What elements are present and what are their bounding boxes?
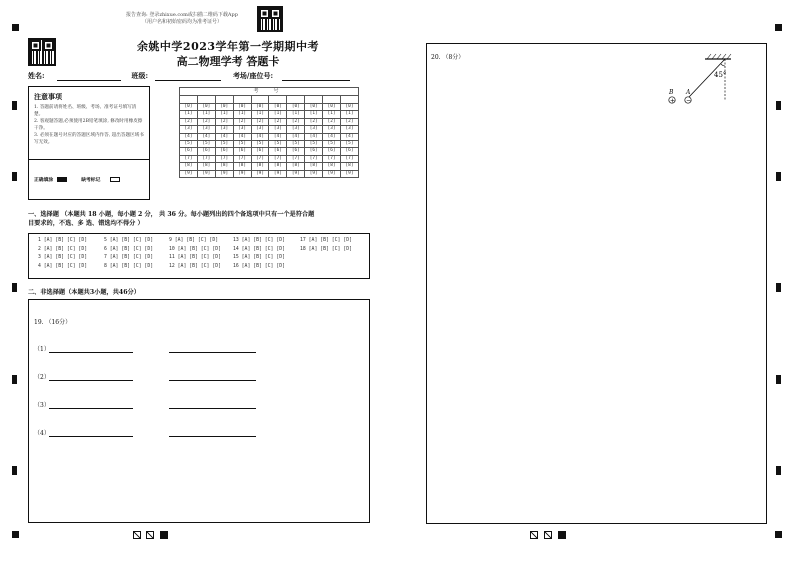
exam-number-bubble[interactable]: [9] <box>287 170 305 177</box>
exam-number-bubble[interactable]: [9] <box>323 170 341 177</box>
timing-mark <box>12 283 17 292</box>
notice-item: 1. 答题前请将姓名、班级、考场、准考证号填写清楚。 <box>34 105 137 117</box>
choice-question-row[interactable]: 5 [A] [B] [C] [D] <box>104 238 154 243</box>
notice-item: 2. 客观题答题,必须使用2B铅笔填涂, 修改时用橡皮擦干净。 <box>34 119 143 131</box>
class-field[interactable] <box>155 73 221 81</box>
exam-number-bubble[interactable]: [3] <box>269 126 287 133</box>
exam-number-bubble[interactable]: [6] <box>269 148 287 155</box>
exam-number-bubble[interactable]: [9] <box>180 170 198 177</box>
exam-number-bubble[interactable]: [0] <box>341 104 359 111</box>
exam-number-bubble[interactable]: [2] <box>233 118 251 125</box>
exam-number-entry-cell[interactable] <box>341 96 359 104</box>
timing-mark <box>776 466 781 475</box>
exam-number-bubble[interactable]: [9] <box>251 170 269 177</box>
exam-number-bubble[interactable]: [8] <box>197 163 215 170</box>
exam-number-bubble[interactable]: [9] <box>305 170 323 177</box>
choice-answer-area <box>28 233 370 279</box>
exam-number-bubble[interactable]: [3] <box>233 126 251 133</box>
exam-title: 余姚中学2023学年第一学期期中考 <box>136 40 320 53</box>
exam-number-bubble[interactable]: [6] <box>215 148 233 155</box>
exam-number-bubble[interactable]: [2] <box>341 118 359 125</box>
footer-mark-solid <box>558 531 566 539</box>
download-line: 报告查询: 登录zhixue.com或扫描二维码下载App <box>126 12 238 18</box>
exam-number-bubble[interactable]: [3] <box>215 126 233 133</box>
choice-column <box>169 237 221 271</box>
exam-number-bubble[interactable]: [2] <box>287 118 305 125</box>
footer-mark-slash <box>146 531 154 539</box>
exam-number-bubble[interactable]: [6] <box>305 148 323 155</box>
exam-number-entry-cell[interactable] <box>251 96 269 104</box>
choice-question-row[interactable]: 12 [A] [B] [C] [D] <box>169 263 221 269</box>
timing-mark <box>12 172 17 181</box>
choice-question-row[interactable]: 8 [A] [B] [C] [D] <box>104 263 154 269</box>
timing-mark <box>776 172 781 181</box>
choice-column <box>300 237 352 254</box>
timing-mark <box>776 101 781 110</box>
choice-question-row[interactable]: 4 [A] [B] [C] [D] <box>38 263 88 269</box>
exam-number-entry-cell[interactable] <box>180 96 198 104</box>
q19-blank-1b[interactable] <box>169 352 256 353</box>
choice-question-row[interactable]: 16 [A] [B] [C] [D] <box>233 263 285 269</box>
exam-number-bubble[interactable]: [8] <box>215 163 233 170</box>
exam-number-bubble[interactable]: [1] <box>215 111 233 118</box>
timing-mark <box>12 466 17 475</box>
exam-number-bubble[interactable]: [7] <box>233 155 251 162</box>
corner-mark-top-left <box>12 24 19 31</box>
exam-number-bubble[interactable]: [5] <box>215 141 233 148</box>
exam-number-bubble[interactable]: [0] <box>233 104 251 111</box>
exam-number-bubble[interactable]: [6] <box>233 148 251 155</box>
exam-number-bubble[interactable]: [3] <box>251 126 269 133</box>
exam-number-bubble[interactable]: [7] <box>269 155 287 162</box>
exam-number-bubble[interactable]: [1] <box>233 111 251 118</box>
name-field[interactable] <box>57 73 121 81</box>
student-qr-code <box>28 38 56 66</box>
exam-number-bubble[interactable]: [6] <box>180 148 198 155</box>
ball-b-sign: + <box>670 97 676 105</box>
exam-number-bubble[interactable]: [7] <box>305 155 323 162</box>
exam-number-bubble[interactable]: [2] <box>180 118 198 125</box>
exam-number-bubble[interactable]: [2] <box>197 118 215 125</box>
exam-number-entry-cell[interactable] <box>197 96 215 104</box>
download-instructions <box>112 12 252 26</box>
exam-number-bubble[interactable]: [3] <box>323 126 341 133</box>
exam-number-bubble[interactable]: [7] <box>287 155 305 162</box>
q19-blank-4b[interactable] <box>169 436 256 437</box>
exam-number-bubble[interactable]: [7] <box>323 155 341 162</box>
exam-number-bubble[interactable]: [1] <box>251 111 269 118</box>
q19-label: 19. （16分） <box>34 319 72 326</box>
exam-number-entry-cell[interactable] <box>269 96 287 104</box>
name-label: 姓名: <box>28 71 45 80</box>
exam-number-entry-cell[interactable] <box>233 96 251 104</box>
exam-number-bubble[interactable]: [0] <box>251 104 269 111</box>
angle-label: 45° <box>714 71 727 79</box>
choice-question-row[interactable]: 9 [A] [B] [C] [D] <box>169 238 219 243</box>
choice-question-row[interactable]: 14 [A] [B] [C] [D] <box>233 246 285 252</box>
q19-blank-2b[interactable] <box>169 380 256 381</box>
q19-blank-2a[interactable] <box>49 380 133 381</box>
timing-mark <box>776 375 781 384</box>
exam-number-entry-cell[interactable] <box>305 96 323 104</box>
exam-number-bubble[interactable]: [5] <box>323 141 341 148</box>
exam-number-bubble[interactable]: [4] <box>305 133 323 140</box>
choice-question-row[interactable]: 2 [A] [B] [C] [D] <box>38 246 88 252</box>
exam-number-bubble[interactable]: [0] <box>323 104 341 111</box>
exam-number-bubble[interactable]: [4] <box>197 133 215 140</box>
section1-title <box>28 210 370 228</box>
exam-number-bubble[interactable]: [1] <box>305 111 323 118</box>
choice-column <box>38 237 87 271</box>
exam-number-bubble[interactable]: [3] <box>305 126 323 133</box>
exam-number-bubble[interactable]: [9] <box>197 170 215 177</box>
exam-number-bubble[interactable]: [1] <box>197 111 215 118</box>
download-qr-code[interactable] <box>257 6 283 32</box>
choice-question-row[interactable]: 1 [A] [B] [C] [D] <box>38 238 88 243</box>
exam-number-bubble[interactable]: [5] <box>287 141 305 148</box>
q19-blank-label: （2） <box>34 374 50 381</box>
corner-mark-bottom-right <box>775 531 782 538</box>
exam-number-bubble[interactable]: [0] <box>180 104 198 111</box>
q20-label: 20. （8分） <box>431 54 465 61</box>
exam-number-bubble[interactable]: [3] <box>287 126 305 133</box>
timing-mark <box>12 101 17 110</box>
exam-number-bubble[interactable]: [0] <box>197 104 215 111</box>
section1-title-line2: 目要求的，不选、多 选、错选均不得分 ） <box>28 220 144 227</box>
choice-question-row[interactable]: 11 [A] [B] [C] [D] <box>169 255 221 261</box>
exam-number-bubble[interactable]: [5] <box>233 141 251 148</box>
choice-question-row[interactable]: 15 [A] [B] [C] [D] <box>233 255 285 261</box>
exam-number-bubble[interactable]: [9] <box>341 170 359 177</box>
exam-number-bubble[interactable]: [0] <box>215 104 233 111</box>
exam-number-bubble[interactable]: [2] <box>269 118 287 125</box>
exam-number-bubble[interactable]: [4] <box>251 133 269 140</box>
exam-number-bubble[interactable]: [1] <box>341 111 359 118</box>
exam-number-bubble[interactable]: [4] <box>233 133 251 140</box>
q19-blank-label: （4） <box>34 430 50 437</box>
footer-mark-solid <box>160 531 168 539</box>
seat-field[interactable] <box>282 73 350 81</box>
exam-number-bubble[interactable]: [5] <box>305 141 323 148</box>
q19-blank-3a[interactable] <box>49 408 133 409</box>
section1-title-line1: 一、选择题 （本题共 18 小题，每小题 2 分， 共 36 分。每小题列出的四个备选项中只有一个是符合题 <box>28 211 315 218</box>
corner-mark-top-right <box>775 24 782 31</box>
section2-title: 二、非选择题（本题共3小题，共46分） <box>28 289 140 296</box>
q19-blank-1a[interactable] <box>49 352 133 353</box>
exam-number-bubble[interactable]: [0] <box>305 104 323 111</box>
choice-question-row[interactable]: 10 [A] [B] [C] [D] <box>169 246 221 252</box>
exam-number-bubble[interactable]: [7] <box>215 155 233 162</box>
exam-number-bubble[interactable]: [7] <box>251 155 269 162</box>
footer-mark-slash <box>133 531 141 539</box>
notice-box <box>28 86 150 200</box>
notice-heading: 注意事项 <box>34 92 62 101</box>
exam-number-bubble[interactable]: [4] <box>269 133 287 140</box>
footer-mark-slash <box>530 531 538 539</box>
exam-number-bubble[interactable]: [4] <box>215 133 233 140</box>
exam-number-bubble[interactable]: [7] <box>197 155 215 162</box>
missing-label: 缺考标记 <box>81 177 101 183</box>
exam-number-bubble[interactable]: [0] <box>269 104 287 111</box>
exam-number-entry-cell[interactable] <box>215 96 233 104</box>
exam-number-bubble[interactable]: [3] <box>180 126 198 133</box>
timing-mark <box>776 283 781 292</box>
exam-number-bubble[interactable]: [8] <box>233 163 251 170</box>
account-line: （用户名和初始密码均为准考证号） <box>141 19 222 25</box>
q19-answer-box[interactable] <box>28 299 370 523</box>
exam-number-bubble[interactable]: [8] <box>305 163 323 170</box>
exam-number-bubble[interactable]: [5] <box>251 141 269 148</box>
correct-fill-label: 正确填涂 <box>34 177 54 183</box>
notice-item: 3. 必须在题号对应的答题区域内作答, 超出答题区域书写无效。 <box>34 133 144 145</box>
exam-number-bubble[interactable]: [1] <box>269 111 287 118</box>
exam-number-bubble[interactable]: [5] <box>341 141 359 148</box>
missing-checkbox[interactable] <box>110 177 120 182</box>
choice-column <box>233 237 285 271</box>
timing-mark <box>12 375 17 384</box>
exam-number-bubble[interactable]: [4] <box>323 133 341 140</box>
exam-number-bubble[interactable]: [8] <box>287 163 305 170</box>
ball-a-label: A <box>686 89 691 96</box>
exam-number-bubble[interactable]: [4] <box>180 133 198 140</box>
choice-question-row[interactable]: 18 [A] [B] [C] [D] <box>300 246 352 252</box>
exam-number-bubble[interactable]: [8] <box>323 163 341 170</box>
exam-number-bubble[interactable]: [1] <box>180 111 198 118</box>
exam-number-bubble[interactable]: [2] <box>215 118 233 125</box>
exam-number-bubble[interactable]: [8] <box>341 163 359 170</box>
q19-blank-label: （3） <box>34 402 50 409</box>
q19-blank-label: （1） <box>34 346 50 353</box>
ball-b-label: B <box>669 89 674 96</box>
exam-number-bubble[interactable]: [3] <box>341 126 359 133</box>
ball-a-sign: − <box>686 97 692 105</box>
exam-number-bubble[interactable]: [7] <box>180 155 198 162</box>
choice-question-row[interactable]: 6 [A] [B] [C] [D] <box>104 246 154 252</box>
student-info-row <box>28 71 358 81</box>
exam-number-bubble[interactable]: [4] <box>341 133 359 140</box>
exam-number-bubble[interactable]: [8] <box>180 163 198 170</box>
exam-number-bubble[interactable]: [2] <box>251 118 269 125</box>
choice-question-row[interactable]: 3 [A] [B] [C] [D] <box>38 255 88 261</box>
choice-column <box>104 237 153 271</box>
exam-number-bubble[interactable]: [6] <box>251 148 269 155</box>
exam-number-bubble[interactable]: [6] <box>341 148 359 155</box>
correct-fill-sample <box>57 177 67 182</box>
exam-number-header: 考 号 <box>180 88 359 96</box>
exam-number-bubble[interactable]: [1] <box>323 111 341 118</box>
q19-blank-3b[interactable] <box>169 408 256 409</box>
exam-number-bubble[interactable]: [9] <box>215 170 233 177</box>
class-label: 班级: <box>131 71 149 80</box>
exam-number-bubble[interactable]: [0] <box>287 104 305 111</box>
choice-question-row[interactable]: 17 [A] [B] [C] [D] <box>300 238 352 243</box>
exam-number-bubble[interactable]: [8] <box>269 163 287 170</box>
exam-subtitle: 高二物理学考 答题卡 <box>176 55 280 68</box>
q19-blank-4a[interactable] <box>49 436 133 437</box>
exam-number-bubble[interactable]: [6] <box>197 148 215 155</box>
footer-mark-slash <box>544 531 552 539</box>
q20-answer-box[interactable] <box>426 43 767 524</box>
exam-number-bubble[interactable]: [3] <box>197 126 215 133</box>
exam-number-bubble[interactable]: [2] <box>323 118 341 125</box>
exam-number-bubble[interactable]: [2] <box>305 118 323 125</box>
exam-number-bubble[interactable]: [6] <box>323 148 341 155</box>
exam-number-bubble[interactable]: [8] <box>251 163 269 170</box>
seat-label: 考场/座位号: <box>232 71 274 80</box>
corner-mark-bottom-left <box>12 531 19 538</box>
exam-number-bubble[interactable]: [1] <box>287 111 305 118</box>
exam-number-bubble[interactable]: [6] <box>287 148 305 155</box>
exam-number-bubble[interactable]: [9] <box>269 170 287 177</box>
exam-number-bubble[interactable]: [5] <box>197 141 215 148</box>
choice-question-row[interactable]: 13 [A] [B] [C] [D] <box>233 238 285 243</box>
exam-number-bubble[interactable]: [7] <box>341 155 359 162</box>
exam-number-entry-cell[interactable] <box>287 96 305 104</box>
exam-number-bubble[interactable]: [4] <box>287 133 305 140</box>
exam-number-grid <box>179 87 359 178</box>
q20-pendulum-diagram <box>659 51 749 121</box>
choice-question-row[interactable]: 7 [A] [B] [C] [D] <box>104 255 154 261</box>
exam-number-bubble[interactable]: [5] <box>180 141 198 148</box>
exam-number-bubble[interactable]: [9] <box>233 170 251 177</box>
exam-number-bubble[interactable]: [5] <box>269 141 287 148</box>
exam-number-entry-cell[interactable] <box>323 96 341 104</box>
